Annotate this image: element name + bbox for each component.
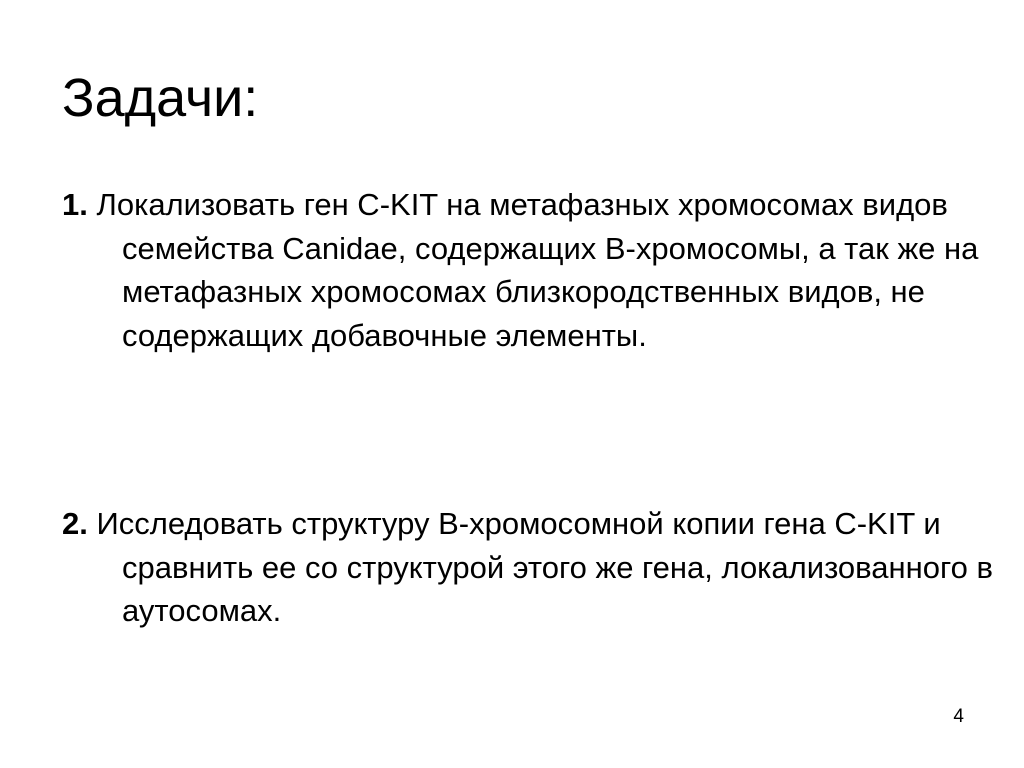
task-text-1: Локализовать ген C-KIT на метафазных хромосомах видов семейства Canidae, содержащих В-хромосомы, а так же на метафазных хромосомах близкородственных видов, не содержащих добавочные элементы. (96, 187, 979, 353)
task-number-1: 1. (62, 187, 88, 222)
task-number-2: 2. (62, 506, 88, 541)
task-item-2 (62, 502, 1024, 633)
page-number: 4 (953, 706, 964, 727)
task-text-2: Исследовать структуру В-хромосомной копии гена C-KIT и сравнить ее со структурой этого же гена, локализованного в аутосомах. (96, 506, 993, 628)
task-item-1 (62, 183, 1024, 357)
slide-title: Задачи: (62, 68, 259, 128)
